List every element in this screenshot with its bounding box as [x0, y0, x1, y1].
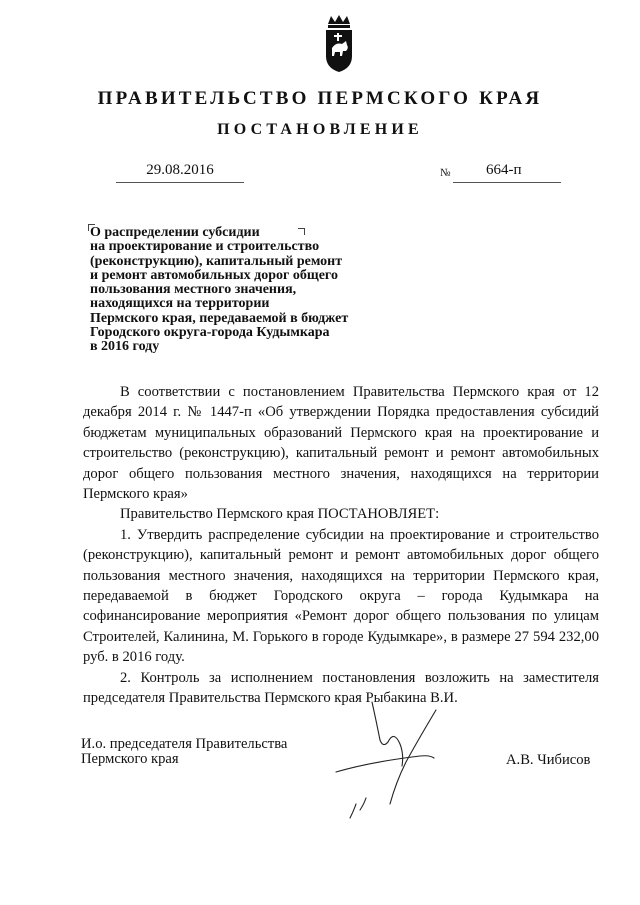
document-type: ПОСТАНОВЛЕНИЕ	[217, 121, 423, 138]
position-line: Пермского края	[81, 751, 179, 767]
document-body	[83, 382, 599, 709]
subject-line: и ремонт автомобильных дорог общего	[90, 267, 338, 283]
document-number: 664-п	[486, 162, 522, 178]
position-line: И.о. председателя Правительства	[81, 736, 288, 752]
subject-line: пользования местного значения,	[90, 282, 297, 298]
signatory-name: А.В. Чибисов	[506, 752, 591, 768]
subject-line: на проектирование и строительство	[90, 239, 320, 255]
handwritten-signature	[330, 700, 450, 830]
document-date: 29.08.2016	[116, 162, 244, 183]
clause-1-paragraph: 1. Утвердить распределение субсидии на проектирование и строительство (реконструкцию), капитальный ремонт и ремонт автомобильных дорог общего пользования местного значения, находящихся на территории Пермского края, передаваемой в бюджет Городского округа – города Кудымкара на софинансирование мероприятия «Ремонт дорог общего пользования по улицам Строителей, Калинина, М. Горького в городе Кудымкаре», в размере 27 594 232,00 руб. в 2016 году.	[83, 526, 599, 666]
preamble-paragraph: В соответствии с постановлением Правительства Пермского края от 12 декабря 2014 г. № 1447-п «Об утверждении Порядка предоставления субсидий бюджетам муниципальных образований Пермского края на проектирование и строительство (реконструкцию), капитальный ремонт и ремонт автомобильных дорог общего пользования местного значения, находящихся на территории Пермского края»	[83, 384, 599, 503]
signatory-position	[81, 737, 287, 767]
number-label: №	[440, 167, 451, 179]
resolution-paragraph: Правительство Пермского края ПОСТАНОВЛЯЕТ:	[120, 506, 440, 523]
subject-line: Пермского края, передаваемой в бюджет	[90, 310, 349, 326]
clause-2-paragraph: 2. Контроль за исполнением постановления возложить на заместителя председателя Правительства Пермского края Рыбакина В.И.	[83, 669, 599, 707]
subject-line: (реконструкцию), капитальный ремонт	[90, 253, 343, 269]
government-title: ПРАВИТЕЛЬСТВО ПЕРМСКОГО КРАЯ	[97, 88, 543, 109]
subject-line: Городского округа-города Кудымкара	[90, 325, 330, 341]
document-number-field	[453, 162, 561, 183]
coat-of-arms-icon	[322, 14, 356, 74]
subject-line: в 2016 году	[90, 339, 160, 355]
subject-line: находящихся на территории	[90, 296, 270, 312]
subject-line: О распределении субсидии	[90, 225, 260, 240]
document-subject	[90, 226, 410, 355]
